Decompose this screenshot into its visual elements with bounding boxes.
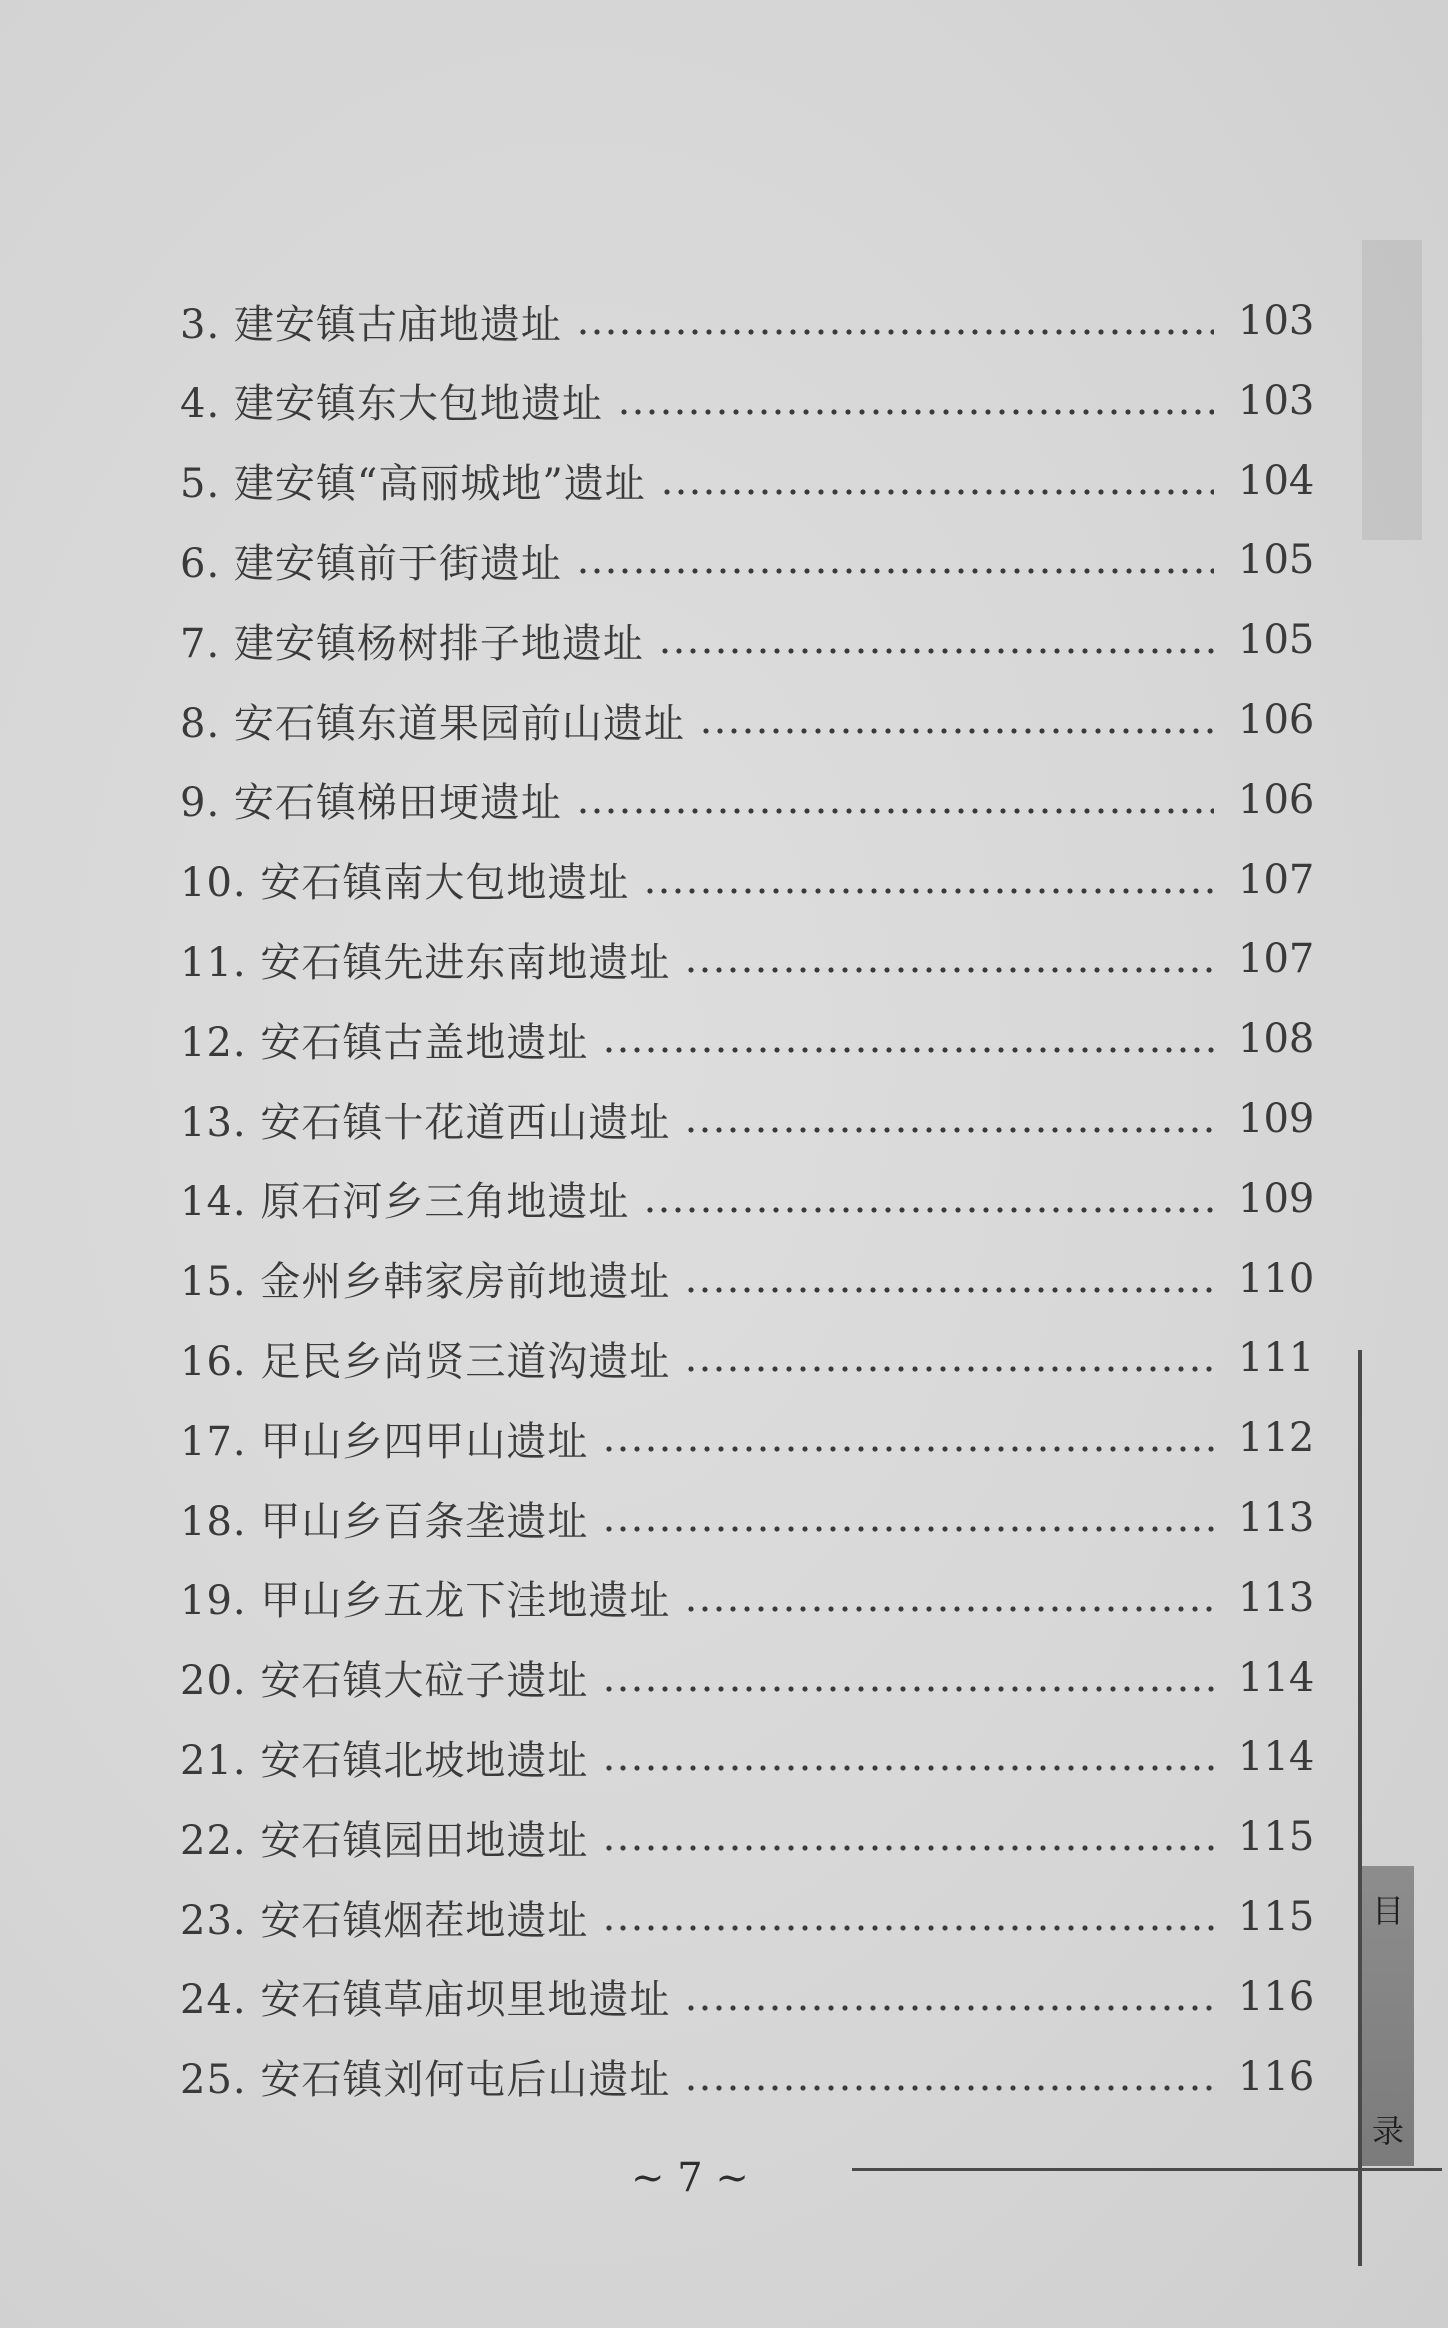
toc-dot-leader [643,860,1214,900]
toc-entry-title: 23. 安石镇烟茬地遗址 [180,1897,589,1944]
toc-entry-title: 9. 安石镇梯田埂遗址 [180,780,562,827]
toc-dot-leader [643,1179,1214,1219]
toc-entry-page: 116 [1238,1973,1315,2020]
toc-entry-page: 114 [1238,1734,1315,1781]
toc-entry-page: 112 [1238,1415,1315,1462]
toc-entry[interactable] [180,1403,1315,1473]
toc-dot-leader [602,1737,1214,1777]
toc-entry-title: 25. 安石镇刘何屯后山遗址 [180,2057,671,2104]
toc-entry-page: 108 [1238,1016,1315,1063]
side-tab-top-char: 目 [1371,1892,1404,1930]
toc-entry-title: 12. 安石镇古盖地遗址 [180,1019,589,1066]
toc-entry[interactable] [180,525,1315,595]
toc-entry[interactable] [180,1563,1315,1633]
toc-entry-page: 115 [1238,1814,1315,1861]
toc-dot-leader [684,1099,1214,1139]
toc-dot-leader [660,461,1214,501]
toc-dot-leader [602,1019,1214,1059]
toc-dot-leader [684,1259,1214,1299]
toc-entry-page: 106 [1238,776,1315,823]
toc-entry-page: 109 [1238,1175,1315,1222]
toc-entry-page: 107 [1238,936,1315,983]
toc-entry-title: 14. 原石河乡三角地遗址 [180,1179,630,1226]
toc-dot-leader [658,620,1214,660]
toc-entry-title: 8. 安石镇东道果园前山遗址 [180,700,685,747]
toc-entry-page: 114 [1238,1654,1315,1701]
toc-entry-page: 113 [1238,1574,1315,1621]
toc-entry[interactable] [180,286,1315,356]
toc-dot-leader [684,2057,1214,2097]
toc-entry[interactable] [180,605,1315,675]
side-tab-bottom-char: 录 [1371,2112,1404,2150]
toc-entry-title: 21. 安石镇北坡地遗址 [180,1737,589,1784]
toc-dot-leader [576,540,1214,580]
toc-dot-leader [576,780,1214,820]
page-number: ~ 7 ~ [631,2155,749,2201]
toc-entry-page: 116 [1238,2053,1315,2100]
toc-entry-title: 7. 建安镇杨树排子地遗址 [180,620,644,667]
toc-entry[interactable] [180,366,1315,436]
toc-entry-title: 13. 安石镇十花道西山遗址 [180,1099,671,1146]
toc-entry[interactable] [180,685,1315,755]
toc-entry-page: 107 [1238,856,1315,903]
toc-dot-leader [602,1817,1214,1857]
toc-dot-leader [684,939,1214,979]
toc-entry[interactable] [180,1802,1315,1872]
toc-entry[interactable] [180,1962,1315,2032]
toc-entry-title: 20. 安石镇大砬子遗址 [180,1658,589,1705]
toc-entry-title: 15. 金州乡韩家房前地遗址 [180,1259,671,1306]
toc-entry[interactable] [180,1164,1315,1234]
toc-entry-page: 113 [1238,1495,1315,1541]
toc-entry-title: 17. 甲山乡四甲山遗址 [180,1418,589,1465]
toc-dot-leader [602,1897,1214,1937]
toc-entry[interactable] [180,1084,1315,1154]
toc-dot-leader [699,700,1214,740]
side-tab [1362,1866,1414,2166]
toc-entry-title: 24. 安石镇草庙坝里地遗址 [180,1977,671,2024]
toc-entry-title: 6. 建安镇前于街遗址 [180,540,562,587]
footer-rule [852,2168,1442,2171]
toc-entry[interactable] [180,1244,1315,1314]
toc-dot-leader [602,1658,1214,1698]
toc-entry-page: 105 [1238,537,1315,584]
toc-entry[interactable] [180,2042,1315,2112]
toc-entry-title: 16. 足民乡尚贤三道沟遗址 [180,1338,671,1385]
toc-dot-leader [684,1338,1214,1378]
toc-entry-title: 11. 安石镇先进东南地遗址 [180,939,671,986]
toc-dot-leader [617,381,1214,421]
toc-entry-title: 19. 甲山乡五龙下洼地遗址 [180,1578,671,1625]
toc-entry-title: 22. 安石镇园田地遗址 [180,1817,589,1864]
toc-entry[interactable] [180,1882,1315,1952]
toc-entry[interactable] [180,1643,1315,1713]
toc-entry[interactable] [180,924,1315,994]
toc-entry[interactable] [180,845,1315,915]
toc-entry[interactable] [180,1483,1315,1553]
toc-dot-leader [576,301,1214,341]
toc-entry-page: 105 [1238,617,1315,664]
toc-entry-title: 3. 建安镇古庙地遗址 [180,301,562,348]
toc-entry-page: 110 [1238,1255,1315,1302]
toc-dot-leader [602,1498,1214,1538]
toc-entry[interactable] [180,446,1315,516]
toc-entry-title: 4. 建安镇东大包地遗址 [180,381,603,428]
toc-entry[interactable] [180,1323,1315,1393]
toc-entry-page: 106 [1238,697,1315,743]
toc-entry-page: 103 [1238,377,1315,424]
toc-dot-leader [684,1578,1214,1618]
toc-entry[interactable] [180,765,1315,835]
toc-dot-leader [684,1977,1214,2017]
toc-entry-title: 18. 甲山乡百条垄遗址 [180,1498,589,1545]
toc-entry-page: 115 [1238,1894,1315,1940]
toc-entry-page: 103 [1238,298,1315,344]
toc-entry[interactable] [180,1004,1315,1074]
toc-entry-page: 111 [1238,1335,1315,1382]
toc-entry-title: 5. 建安镇“高丽城地”遗址 [180,461,646,508]
toc-dot-leader [602,1418,1214,1458]
toc-entry-page: 104 [1238,457,1315,504]
toc-entry[interactable] [180,1722,1315,1792]
toc-entry-title: 10. 安石镇南大包地遗址 [180,860,630,907]
toc-entry-page: 109 [1238,1096,1315,1142]
